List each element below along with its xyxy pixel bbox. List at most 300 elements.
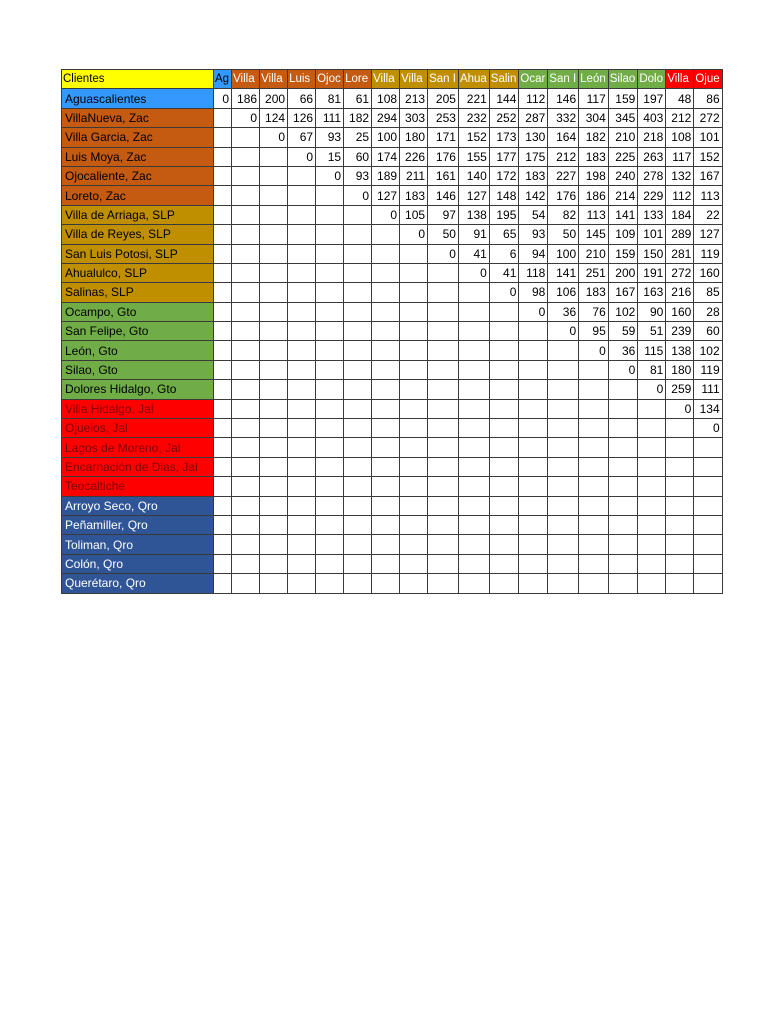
distance-cell[interactable] (372, 574, 400, 593)
distance-cell[interactable] (489, 496, 519, 515)
distance-cell[interactable]: 101 (694, 128, 722, 147)
distance-cell[interactable] (232, 554, 260, 573)
distance-cell[interactable]: 183 (579, 283, 609, 302)
distance-cell[interactable]: 263 (638, 147, 666, 166)
distance-cell[interactable] (232, 128, 260, 147)
distance-cell[interactable]: 0 (400, 225, 428, 244)
distance-cell[interactable] (489, 457, 519, 476)
distance-cell[interactable]: 0 (344, 186, 372, 205)
distance-cell[interactable] (232, 341, 260, 360)
distance-cell[interactable] (489, 341, 519, 360)
distance-cell[interactable] (260, 399, 288, 418)
distance-cell[interactable]: 198 (579, 166, 609, 185)
distance-cell[interactable] (260, 166, 288, 185)
distance-cell[interactable] (316, 283, 344, 302)
distance-cell[interactable]: 278 (638, 166, 666, 185)
client-name-cell[interactable]: Lagos de Moreno, Jal (62, 438, 214, 457)
distance-cell[interactable] (694, 554, 722, 573)
distance-cell[interactable] (400, 419, 428, 438)
distance-cell[interactable]: 144 (489, 89, 519, 108)
distance-cell[interactable]: 232 (458, 108, 489, 127)
distance-cell[interactable] (638, 438, 666, 457)
distance-cell[interactable]: 98 (519, 283, 548, 302)
column-header-cell[interactable]: Lore (344, 70, 372, 89)
distance-cell[interactable]: 174 (372, 147, 400, 166)
distance-cell[interactable] (400, 322, 428, 341)
client-name-cell[interactable]: Salinas, SLP (62, 283, 214, 302)
distance-cell[interactable]: 105 (400, 205, 428, 224)
distance-cell[interactable]: 67 (288, 128, 316, 147)
distance-cell[interactable]: 126 (288, 108, 316, 127)
distance-cell[interactable] (458, 302, 489, 321)
distance-cell[interactable] (214, 380, 232, 399)
distance-cell[interactable] (214, 515, 232, 534)
distance-cell[interactable]: 216 (666, 283, 694, 302)
distance-cell[interactable]: 210 (608, 128, 638, 147)
distance-cell[interactable]: 138 (458, 205, 489, 224)
distance-cell[interactable]: 227 (548, 166, 579, 185)
distance-cell[interactable]: 0 (579, 341, 609, 360)
distance-cell[interactable] (214, 360, 232, 379)
distance-cell[interactable] (214, 128, 232, 147)
distance-cell[interactable]: 97 (428, 205, 459, 224)
distance-cell[interactable]: 76 (579, 302, 609, 321)
distance-cell[interactable] (428, 477, 459, 496)
distance-cell[interactable] (288, 380, 316, 399)
distance-cell[interactable]: 0 (666, 399, 694, 418)
column-header-cell[interactable]: Villa (400, 70, 428, 89)
distance-cell[interactable] (579, 360, 609, 379)
distance-cell[interactable]: 259 (666, 380, 694, 399)
distance-cell[interactable]: 111 (694, 380, 722, 399)
distance-cell[interactable] (400, 380, 428, 399)
distance-cell[interactable] (372, 360, 400, 379)
client-name-cell[interactable]: Ocampo, Gto (62, 302, 214, 321)
distance-cell[interactable]: 294 (372, 108, 400, 127)
distance-cell[interactable] (400, 477, 428, 496)
distance-cell[interactable]: 213 (400, 89, 428, 108)
distance-cell[interactable]: 50 (548, 225, 579, 244)
distance-cell[interactable] (579, 535, 609, 554)
distance-cell[interactable] (260, 574, 288, 593)
distance-cell[interactable]: 175 (519, 147, 548, 166)
column-header-cell[interactable]: Silao (608, 70, 638, 89)
distance-cell[interactable]: 197 (638, 89, 666, 108)
client-name-cell[interactable]: Silao, Gto (62, 360, 214, 379)
distance-cell[interactable] (214, 438, 232, 457)
distance-cell[interactable]: 25 (344, 128, 372, 147)
distance-cell[interactable] (288, 225, 316, 244)
distance-cell[interactable]: 41 (458, 244, 489, 263)
distance-cell[interactable] (344, 535, 372, 554)
distance-cell[interactable] (428, 457, 459, 476)
client-name-cell[interactable]: Dolores Hidalgo, Gto (62, 380, 214, 399)
distance-cell[interactable]: 180 (400, 128, 428, 147)
distance-cell[interactable] (579, 574, 609, 593)
distance-cell[interactable] (666, 477, 694, 496)
client-name-cell[interactable]: Ojuelos, Jal (62, 419, 214, 438)
distance-cell[interactable] (608, 496, 638, 515)
distance-cell[interactable]: 167 (694, 166, 722, 185)
column-header-cell[interactable]: Villa (260, 70, 288, 89)
distance-cell[interactable] (489, 399, 519, 418)
distance-cell[interactable]: 119 (694, 244, 722, 263)
distance-cell[interactable]: 252 (489, 108, 519, 127)
distance-cell[interactable] (400, 360, 428, 379)
distance-cell[interactable] (400, 535, 428, 554)
distance-cell[interactable]: 0 (288, 147, 316, 166)
distance-cell[interactable] (458, 341, 489, 360)
distance-cell[interactable] (548, 554, 579, 573)
distance-cell[interactable]: 184 (666, 205, 694, 224)
distance-cell[interactable] (214, 341, 232, 360)
distance-cell[interactable] (344, 515, 372, 534)
distance-cell[interactable] (260, 225, 288, 244)
distance-cell[interactable]: 82 (548, 205, 579, 224)
distance-cell[interactable] (232, 283, 260, 302)
distance-cell[interactable]: 177 (489, 147, 519, 166)
distance-cell[interactable]: 61 (344, 89, 372, 108)
distance-cell[interactable] (638, 477, 666, 496)
distance-cell[interactable] (288, 419, 316, 438)
distance-cell[interactable]: 0 (428, 244, 459, 263)
distance-cell[interactable] (489, 438, 519, 457)
distance-cell[interactable]: 113 (579, 205, 609, 224)
distance-cell[interactable] (519, 574, 548, 593)
distance-cell[interactable]: 141 (548, 263, 579, 282)
distance-cell[interactable] (428, 554, 459, 573)
distance-cell[interactable] (400, 263, 428, 282)
distance-cell[interactable] (458, 380, 489, 399)
distance-cell[interactable]: 140 (458, 166, 489, 185)
distance-cell[interactable] (694, 477, 722, 496)
distance-cell[interactable] (519, 399, 548, 418)
client-name-cell[interactable]: Ahualulco, SLP (62, 263, 214, 282)
distance-cell[interactable] (608, 535, 638, 554)
distance-cell[interactable] (372, 496, 400, 515)
distance-cell[interactable] (548, 438, 579, 457)
distance-cell[interactable] (232, 147, 260, 166)
distance-cell[interactable] (214, 554, 232, 573)
distance-cell[interactable] (232, 302, 260, 321)
distance-cell[interactable] (288, 554, 316, 573)
distance-cell[interactable]: 81 (638, 360, 666, 379)
distance-cell[interactable] (489, 360, 519, 379)
distance-cell[interactable] (579, 380, 609, 399)
distance-cell[interactable]: 102 (608, 302, 638, 321)
distance-cell[interactable]: 195 (489, 205, 519, 224)
distance-cell[interactable] (316, 380, 344, 399)
distance-cell[interactable] (372, 515, 400, 534)
distance-cell[interactable]: 0 (548, 322, 579, 341)
distance-cell[interactable] (232, 574, 260, 593)
distance-cell[interactable]: 146 (428, 186, 459, 205)
distance-cell[interactable]: 150 (638, 244, 666, 263)
distance-cell[interactable]: 272 (666, 263, 694, 282)
distance-cell[interactable] (400, 438, 428, 457)
distance-cell[interactable]: 0 (458, 263, 489, 282)
distance-cell[interactable] (316, 515, 344, 534)
client-name-cell[interactable]: San Luis Potosi, SLP (62, 244, 214, 263)
distance-cell[interactable]: 85 (694, 283, 722, 302)
distance-cell[interactable]: 183 (579, 147, 609, 166)
distance-cell[interactable] (316, 186, 344, 205)
distance-cell[interactable]: 0 (316, 166, 344, 185)
distance-cell[interactable] (579, 457, 609, 476)
distance-cell[interactable]: 212 (548, 147, 579, 166)
distance-cell[interactable]: 287 (519, 108, 548, 127)
distance-cell[interactable] (519, 554, 548, 573)
distance-cell[interactable]: 66 (288, 89, 316, 108)
distance-cell[interactable] (428, 302, 459, 321)
distance-cell[interactable] (232, 244, 260, 263)
distance-cell[interactable] (519, 515, 548, 534)
distance-cell[interactable] (458, 438, 489, 457)
distance-cell[interactable] (400, 302, 428, 321)
distance-cell[interactable] (316, 263, 344, 282)
distance-cell[interactable] (288, 205, 316, 224)
distance-cell[interactable] (260, 438, 288, 457)
client-name-cell[interactable]: Luis Moya, Zac (62, 147, 214, 166)
distance-cell[interactable] (232, 457, 260, 476)
distance-cell[interactable] (316, 205, 344, 224)
distance-cell[interactable]: 289 (666, 225, 694, 244)
distance-cell[interactable] (344, 399, 372, 418)
client-name-cell[interactable]: Ojocaliente, Zac (62, 166, 214, 185)
distance-cell[interactable]: 191 (638, 263, 666, 282)
distance-cell[interactable]: 93 (316, 128, 344, 147)
distance-cell[interactable]: 90 (638, 302, 666, 321)
distance-cell[interactable]: 141 (608, 205, 638, 224)
distance-cell[interactable]: 22 (694, 205, 722, 224)
distance-cell[interactable]: 36 (548, 302, 579, 321)
distance-cell[interactable] (638, 574, 666, 593)
client-name-cell[interactable]: Teocaltiche (62, 477, 214, 496)
distance-cell[interactable]: 272 (694, 108, 722, 127)
client-name-cell[interactable]: Villa de Arriaga, SLP (62, 205, 214, 224)
distance-cell[interactable]: 332 (548, 108, 579, 127)
distance-cell[interactable]: 176 (548, 186, 579, 205)
client-name-cell[interactable]: Querétaro, Qro (62, 574, 214, 593)
distance-cell[interactable] (316, 244, 344, 263)
distance-cell[interactable] (579, 496, 609, 515)
distance-cell[interactable] (344, 419, 372, 438)
distance-cell[interactable]: 100 (372, 128, 400, 147)
distance-cell[interactable] (372, 283, 400, 302)
distance-cell[interactable] (458, 457, 489, 476)
distance-cell[interactable] (372, 554, 400, 573)
distance-cell[interactable] (428, 263, 459, 282)
distance-cell[interactable] (232, 399, 260, 418)
distance-cell[interactable]: 109 (608, 225, 638, 244)
distance-cell[interactable] (548, 399, 579, 418)
distance-cell[interactable]: 130 (519, 128, 548, 147)
distance-cell[interactable]: 15 (316, 147, 344, 166)
distance-cell[interactable] (608, 515, 638, 534)
column-header-cell[interactable]: San I (428, 70, 459, 89)
distance-cell[interactable] (260, 535, 288, 554)
distance-cell[interactable] (519, 341, 548, 360)
distance-cell[interactable] (458, 283, 489, 302)
distance-cell[interactable] (400, 341, 428, 360)
column-header-cell[interactable]: Ag (214, 70, 232, 89)
distance-cell[interactable] (260, 477, 288, 496)
distance-cell[interactable] (579, 554, 609, 573)
distance-cell[interactable] (608, 380, 638, 399)
distance-cell[interactable] (214, 205, 232, 224)
distance-cell[interactable] (694, 574, 722, 593)
distance-cell[interactable] (694, 457, 722, 476)
distance-cell[interactable] (232, 166, 260, 185)
distance-cell[interactable]: 403 (638, 108, 666, 127)
distance-cell[interactable] (214, 166, 232, 185)
distance-cell[interactable]: 229 (638, 186, 666, 205)
distance-cell[interactable] (428, 535, 459, 554)
distance-cell[interactable]: 106 (548, 283, 579, 302)
column-header-cell[interactable]: Dolo (638, 70, 666, 89)
distance-cell[interactable]: 0 (694, 419, 722, 438)
distance-cell[interactable] (232, 496, 260, 515)
distance-cell[interactable] (638, 419, 666, 438)
distance-cell[interactable]: 164 (548, 128, 579, 147)
distance-cell[interactable] (519, 535, 548, 554)
distance-cell[interactable] (344, 302, 372, 321)
client-name-cell[interactable]: Villa Hidalgo, Jal (62, 399, 214, 418)
distance-cell[interactable] (666, 457, 694, 476)
distance-cell[interactable] (260, 341, 288, 360)
distance-cell[interactable]: 251 (579, 263, 609, 282)
distance-cell[interactable] (638, 457, 666, 476)
distance-cell[interactable] (489, 322, 519, 341)
distance-cell[interactable] (232, 360, 260, 379)
distance-cell[interactable]: 112 (519, 89, 548, 108)
distance-cell[interactable]: 138 (666, 341, 694, 360)
distance-cell[interactable] (458, 574, 489, 593)
distance-cell[interactable] (548, 477, 579, 496)
distance-cell[interactable] (608, 457, 638, 476)
client-name-cell[interactable]: Aguascalientes (62, 89, 214, 108)
distance-cell[interactable] (344, 457, 372, 476)
distance-cell[interactable] (638, 515, 666, 534)
client-name-cell[interactable]: Peñamiller, Qro (62, 515, 214, 534)
client-name-cell[interactable]: Arroyo Seco, Qro (62, 496, 214, 515)
distance-cell[interactable]: 225 (608, 147, 638, 166)
distance-cell[interactable]: 0 (608, 360, 638, 379)
distance-cell[interactable] (260, 419, 288, 438)
distance-cell[interactable] (458, 419, 489, 438)
distance-cell[interactable] (638, 496, 666, 515)
distance-cell[interactable]: 155 (458, 147, 489, 166)
distance-cell[interactable] (214, 535, 232, 554)
distance-cell[interactable]: 152 (694, 147, 722, 166)
distance-cell[interactable] (214, 477, 232, 496)
distance-cell[interactable] (458, 496, 489, 515)
distance-cell[interactable] (608, 399, 638, 418)
distance-cell[interactable] (260, 322, 288, 341)
distance-cell[interactable] (260, 457, 288, 476)
distance-cell[interactable] (400, 515, 428, 534)
distance-cell[interactable]: 176 (428, 147, 459, 166)
distance-cell[interactable] (260, 380, 288, 399)
distance-cell[interactable]: 54 (519, 205, 548, 224)
distance-cell[interactable] (344, 244, 372, 263)
distance-cell[interactable]: 41 (489, 263, 519, 282)
distance-cell[interactable] (579, 438, 609, 457)
distance-cell[interactable]: 200 (260, 89, 288, 108)
distance-cell[interactable]: 132 (666, 166, 694, 185)
distance-cell[interactable]: 127 (372, 186, 400, 205)
distance-cell[interactable] (344, 360, 372, 379)
distance-cell[interactable]: 214 (608, 186, 638, 205)
distance-cell[interactable] (608, 438, 638, 457)
distance-cell[interactable] (638, 554, 666, 573)
header-clientes-cell[interactable]: Clientes (62, 70, 214, 89)
distance-cell[interactable] (519, 477, 548, 496)
distance-cell[interactable] (214, 322, 232, 341)
distance-cell[interactable]: 0 (260, 128, 288, 147)
distance-cell[interactable] (458, 554, 489, 573)
distance-cell[interactable] (232, 477, 260, 496)
distance-cell[interactable]: 93 (344, 166, 372, 185)
distance-cell[interactable] (548, 457, 579, 476)
column-header-cell[interactable]: León (579, 70, 609, 89)
client-name-cell[interactable]: San Felipe, Gto (62, 322, 214, 341)
distance-cell[interactable]: 180 (666, 360, 694, 379)
distance-cell[interactable] (548, 496, 579, 515)
distance-cell[interactable] (372, 263, 400, 282)
distance-cell[interactable] (260, 360, 288, 379)
distance-cell[interactable]: 173 (489, 128, 519, 147)
distance-cell[interactable]: 81 (316, 89, 344, 108)
distance-cell[interactable] (344, 341, 372, 360)
distance-cell[interactable]: 205 (428, 89, 459, 108)
distance-cell[interactable]: 102 (694, 341, 722, 360)
distance-cell[interactable] (260, 186, 288, 205)
distance-cell[interactable]: 160 (666, 302, 694, 321)
column-header-cell[interactable]: Villa (232, 70, 260, 89)
distance-cell[interactable] (489, 477, 519, 496)
distance-cell[interactable] (316, 399, 344, 418)
distance-cell[interactable] (400, 554, 428, 573)
distance-cell[interactable] (458, 322, 489, 341)
distance-cell[interactable] (519, 496, 548, 515)
distance-cell[interactable] (372, 399, 400, 418)
distance-cell[interactable] (666, 574, 694, 593)
distance-cell[interactable]: 0 (232, 108, 260, 127)
distance-cell[interactable] (458, 477, 489, 496)
distance-cell[interactable]: 152 (458, 128, 489, 147)
distance-cell[interactable] (214, 419, 232, 438)
client-name-cell[interactable]: Villa Garcia, Zac (62, 128, 214, 147)
distance-cell[interactable]: 60 (344, 147, 372, 166)
distance-cell[interactable] (489, 302, 519, 321)
distance-cell[interactable] (489, 380, 519, 399)
column-header-cell[interactable]: Ojue (694, 70, 722, 89)
distance-cell[interactable] (489, 515, 519, 534)
distance-cell[interactable]: 111 (316, 108, 344, 127)
column-header-cell[interactable]: Salin (489, 70, 519, 89)
distance-cell[interactable] (458, 399, 489, 418)
distance-cell[interactable] (260, 515, 288, 534)
distance-cell[interactable]: 108 (666, 128, 694, 147)
distance-cell[interactable]: 183 (519, 166, 548, 185)
distance-cell[interactable] (288, 574, 316, 593)
distance-cell[interactable] (344, 496, 372, 515)
distance-cell[interactable] (519, 380, 548, 399)
distance-cell[interactable]: 60 (694, 322, 722, 341)
distance-cell[interactable] (260, 263, 288, 282)
distance-cell[interactable]: 86 (694, 89, 722, 108)
